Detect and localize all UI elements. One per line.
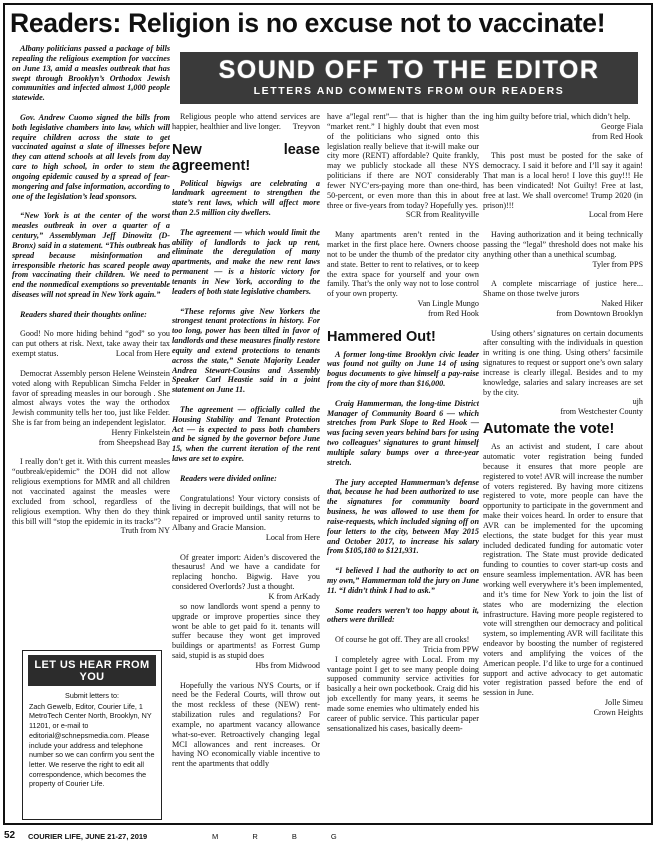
letter-text: ing him guilty before trial, which didn’t help. [483,112,631,121]
letter-signature: Local from Here [115,349,170,359]
letter-signature-location: Crown Heights [593,707,643,717]
page-footer [4,831,654,843]
letter-text: Religious people who attend services are happier, healthier and live longer. Treyvon [172,112,320,131]
letter-text: I completely agree with Local. From my vantage point I get to see many people doing supposed community service activities for basically a heir own pocketbook. Craig did his job excellently for many years, it seems he made some enemies who ultimately ended his career of public service. This particular paper sensationalized his cases, basically deem- [327,654,479,733]
column-4 [483,112,643,822]
letter-signature: Van Lingle Mungo [417,299,479,309]
submit-box-title: LET US HEAR FROM YOU [28,655,156,686]
story-intro-paragraph: Readers were divided online: [180,473,277,483]
letter-text: Good! No more hiding behind “god” so you can put others at risk. Next, take away their tax exempt status. Local from Here [12,329,170,359]
letter-signature-location: from Downtown Brooklyn [556,308,643,318]
letter-signature: Local from Here [588,210,643,220]
story-intro-paragraph: Gov. Andrew Cuomo signed the bills from both legislative chambers into law, which will require children across the state to get vaccinated against a slate of illnesses before they can attend schools at all levels from day care to high school, in order to stem the ongoing epidemic caused by a spread of fear-mongering and false information, according to one of the legislation’s lead sponsors. [12,112,170,201]
story-intro-paragraph: Albany politicians passed a package of bills repealing the religious exemption for vaccines on June 13, amid a measles outbreak that has swept through Brooklyn’s Orthodox Jewish communities and infected almost 1,000 people statewide. [12,44,170,103]
banner-title: SOUND OFF TO THE EDITOR [218,56,600,84]
letter-text: This post must be posted for the sake of democracy. I said it before and I’ll say it again! That man is a local hero! I love this guy!!! He has been vindicated! Not Guilty! Free at last, free at last. We shall overcome! Trump 2020 (in prison)!!! [483,151,643,210]
story-intro-paragraph: A former long-time Brooklyn civic leader was found not guilty on June 14 of using bogus documents to give himself a pay-raise from the city of more than $16,000. [327,349,479,389]
letter-text: Of course he got off. They are all crooks! Tricia from PPW [335,635,479,654]
letter-text: As an activist and student, I care about automatic voter registration being funded because it ensures that more people are registered to vote! AVR will increase the number of voters registered. By having more citizens registered to vote, more people can have the opportunity to participate in the government and make their voices heard. In order to ensure that AVR can be implemented for the upcoming elections, the state budget for this year must included dedicated funding for automatic voter registration. The State must provide dedicated funding to counties to cover start-up costs and ensure seamless implementation. AVR has been working well everywhere it’s been implemented, and it’s time for New York to join the list of states who are modernizing the election infrastructure. Having more people registered to vote will strengthen our democracy and political system, so implementing AVR will facilitate this endeavor by boosting the number of registered voters and amplifying the voices of the American people. I’d like to urge for a continued support and active advocacy to get automatic voter registration passed before the end of session in June. [483,442,643,698]
banner-subtitle: LETTERS AND COMMENTS FROM OUR READERS [253,85,565,97]
story-intro-paragraph: Readers shared their thoughts online: [20,309,147,319]
story-intro-paragraph: “I believed I had the authority to act on my own,” Hammerman told the jury on June 11. “I didn’t think I had to ask.” [327,566,479,595]
section-heading-rent: New lease agreement! [172,141,320,174]
letter-text: I really don’t get it. With this current measles “outbreak/epidemic” the DOH did not allow religious exemptions for MMR and all children not vaccinated against the measles were excluded from school, regardless of the religious exemption. Why then do they think this bill will “stop the epidemic in its tracks”? [12,457,170,526]
letter-signature-location: from Red Hook [592,131,643,141]
section-heading-hammered: Hammered Out! [327,328,436,345]
letter-text: have a”legal rent”— that is higher than the “market rent.” I highly doubt that even most of the politicians who signed onto this legislation really believe that it-will make our city more (RENT) affordable? Quite frankly, may we publicly stockade all these NYS politicians if there are NOT considerably fewer NYC’ers-paying more than one-third, 50-percent, or even more than this in about three or five-years from today? Hopefully yes. [327,112,479,210]
sound-off-banner [180,52,638,104]
letter-signature: ujh [632,397,643,407]
column-2 [172,112,320,822]
letter-text: Many apartments aren’t rented in the market in the first place here. Owners choose not to be under the thumb of the predator city and state. Better to rent to relatives, or to keep the extra space for yourself and your own family. That’s the only way not to lose control of your own property. [327,230,479,299]
letter-signature-location: from Red Hook [428,308,479,318]
letter-signature: Truth from NY [120,526,170,536]
letter-text: Using others’ signatures on certain documents after consulting with the individuals in question in writing is one thing. Using others’ facsimile signatures to request or support one’s own salary increase is clearly illegal. Besides and to my knowledge, salaries and salary increases are set by the city. [483,328,643,397]
column-1 [12,44,170,648]
story-intro-paragraph: The agreement — officially called the Housing Stability and Tenant Protection Act — is expected to pass both chambers and be signed by the governor before June 15, when the current iteration of the rent laws are set to expire. [172,404,320,464]
letter-signature: Local from Here [265,532,320,542]
page-number: 52 [4,830,16,841]
letter-text: Congratulations! Your victory consists of living in decrepit buildings, that will not be repaired or improved until sanity returns to Albany and Gracie Mansion. [172,493,320,533]
story-intro-paragraph: The jury accepted Hammerman’s defense that, because he had been authorized to use the signatures for community board business, he was allowed to use them for raise-requests, which included signing off on four letters to the city, between May 2015 and October 2017, to increase his salary from $105,180 to $121,931. [327,477,479,556]
letter-text: so now landlords wont spend a penny to upgrade or improve properties since they wont be able to get paid fo it. tenants will suffer because they wont get improved buildings or apartments! as Forrest Gump said, stupid is as stupid does [172,601,320,661]
letter-signature-location: from Sheepshead Bay [98,437,170,447]
column-3 [327,112,479,822]
page-headline: Readers: Religion is no excuse not to vaccinate! [10,8,606,38]
letter-signature-location: from Westchester County [560,407,643,417]
letter-signature: George Fiala [600,121,643,131]
submit-box-subtitle: Submit letters to: [65,691,119,700]
letter-text: Hopefully the various NYS Courts, or if need be the Federal Courts, will throw out the most reckless of these (NEW) rent-stabilization rules and regulations? For example, no apartment vacancy allowance what-so-ever. Retroactively changing legal MCI allowances and rent increases. Or having NO economically viable incentive to rent the apartments that oddly [172,680,320,769]
story-intro-paragraph: Political bigwigs are celebrating a landmark agreement to strengthen the state’s rent laws, which will affect more than 2.5 million city dwellers. [172,178,320,218]
story-intro-paragraph: The agreement — which would limit the ability of landlords to jack up rent, eliminate the deregulation of many apartments, and make the new rent laws permanent — is a historic victory for tenants in New York, according to the leaders of both state legislative chambers. [172,227,320,296]
letter-text: Of greater import: Aiden’s discovered the thesaurus! And we have a candidate for replacing honcho. Bigwig. Have you considered Overlords? Just a thought. K from ArKady [172,552,320,601]
publication-line: COURIER LIFE, JUNE 21-27, 2019 [28,832,148,841]
submit-box-body: Zach Gewelb, Editor, Courier Life, 1 MetroTech Center North, Brooklyn, NY 11201, or e-mail to editorial@schnepsmedia.com. Please include your address and telephone number so we can confirm you sent the letter. We reserve the right to edit all correspondence, which becomes the property of Courier Life. [29,701,155,789]
section-heading-automate: Automate the vote! [483,421,615,438]
story-intro-paragraph: Some readers weren’t too happy about it, others were thrilled: [327,605,479,625]
letter-signature: K from ArKady [268,591,320,601]
color-registration-marks: M R B G [212,832,353,841]
letter-signature: Jolle Simeu [604,698,643,708]
letter-signature: Tyler from PPS [592,259,643,269]
submit-letters-box [22,650,162,820]
letter-text: A complete miscarriage of justice here... Shame on those twelve jurors [483,279,643,299]
story-intro-paragraph: “New York is at the center of the worst measles outbreak in over a quarter of a century,” Assemblyman Jeff Dinowitz (D-Bronx) said in a statement. “This outbreak has spread because misinformation and irresponsible rhetoric has scared people away from vaccinating their children. We need to end the nonmedical exemptions so preventable diseases will not spread in New York again.” [12,211,170,300]
letter-signature: Treyvon [292,121,320,131]
letter-signature: Hbs from Midwood [255,660,320,670]
letter-signature: Naked Hiker [601,299,643,309]
letter-text: Having authorization and it being technically passing the “legal” threshold does not make his anything other than a unethical scumbag. [483,230,643,259]
letter-text: Democrat Assembly person Helene Weinstein voted along with Republican Simcha Felder in favor of spreading measles in our borough . She almost always votes the way the orthodox Jewish community tells her too, just like Felder. She is far from being an independent legislator. [12,368,170,428]
story-intro-paragraph: “These reforms give New Yorkers the strongest tenant protections in history. For too long, power has been tilted in favor of landlords and these measures finally restore equity and extend protections to tenants across the state,” Senate Majority Leader Andrea Stewart-Cousins and Assembly Speaker Carl Heastie said in a joint statement on June 11. [172,306,320,395]
letter-signature: Henry Finkelstein [111,427,170,437]
letter-signature: Tricia from PPW [423,644,479,654]
letter-signature: SCR from Realityville [405,210,479,220]
story-intro-paragraph: Craig Hammerman, the long-time District Manager of Community Board 6 — which stretches from Park Slope to Red Hook — was facing seven years behind bars for using two colleagues’ signatures to grant himself multiple salary bumps over a three-year stretch. [327,398,479,467]
